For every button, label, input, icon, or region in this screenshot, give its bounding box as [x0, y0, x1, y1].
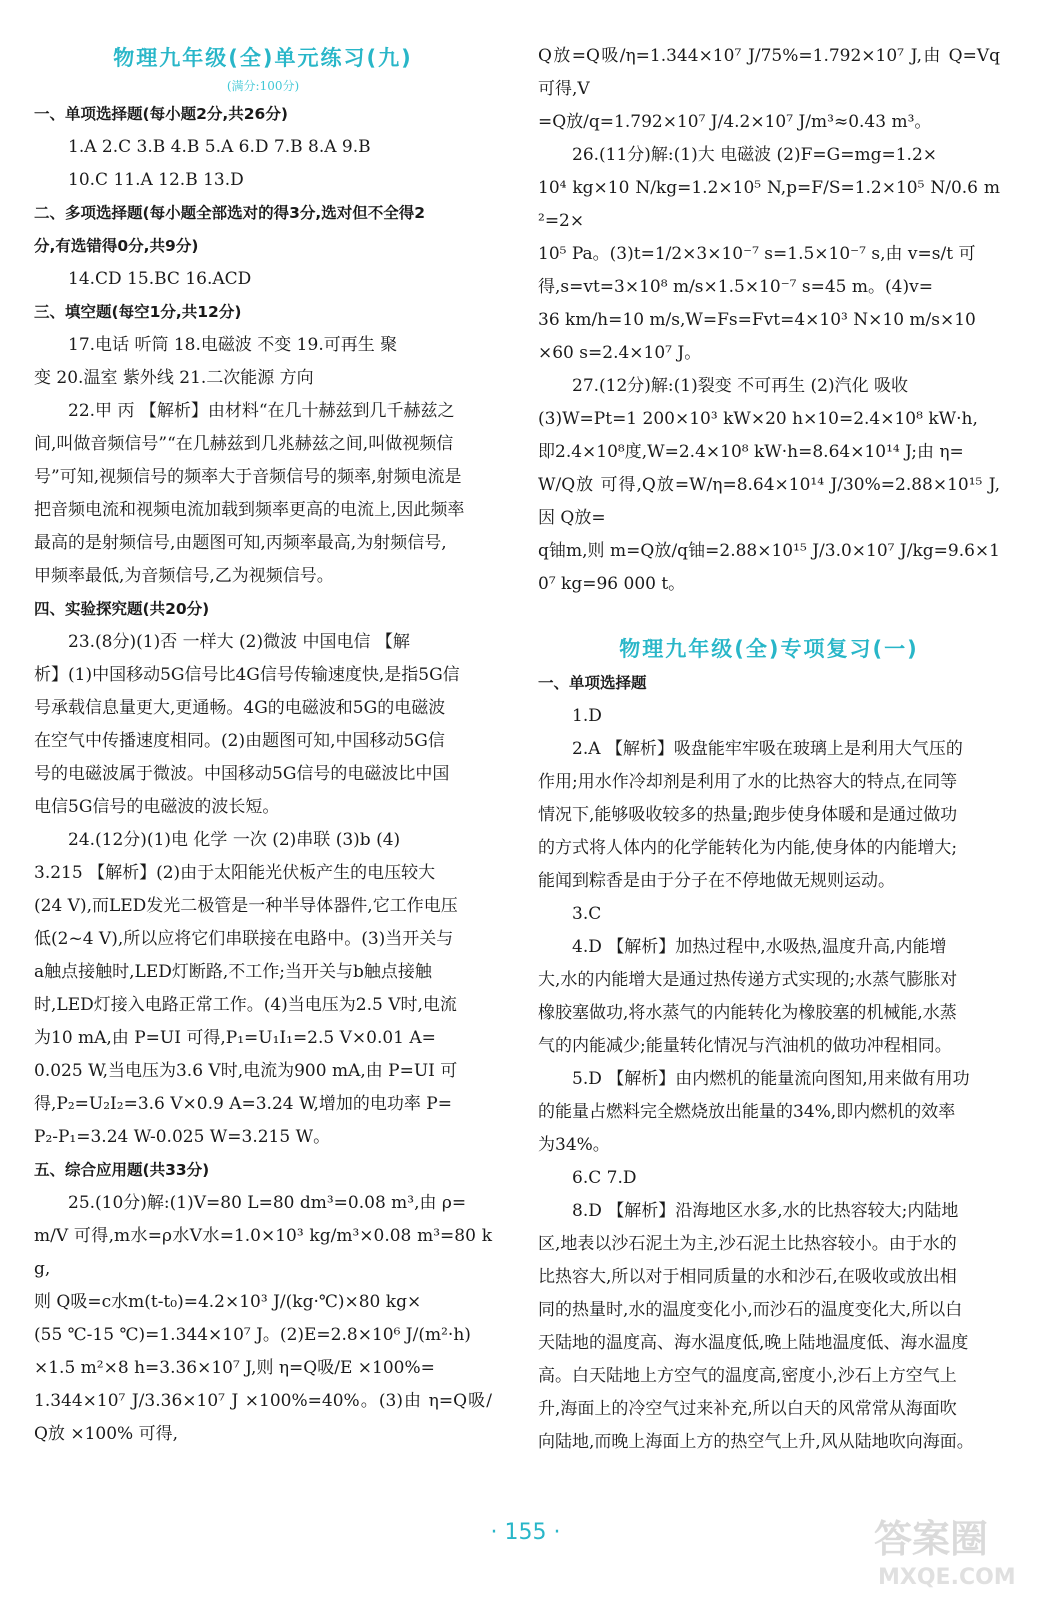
text-line: 1.D — [572, 706, 602, 726]
unit-title: 物理九年级(全)单元练习(九) — [113, 46, 413, 70]
text-line: 23.(8分)(1)否 一样大 (2)微波 中国电信 【解 — [68, 632, 410, 652]
text-line: 5.D 【解析】由内燃机的能量流向图知,用来做有用功 — [572, 1069, 970, 1089]
text-line: 27.(12分)解:(1)裂变 不可再生 (2)汽化 吸收 — [572, 376, 909, 396]
text-line: =Q放/q=1.792×10⁷ J/4.2×10⁷ J/m³≈0.43 m³。 — [538, 112, 932, 132]
text-line: ×1.5 m²×8 h=3.36×10⁷ J,则 η=Q吸/E ×100%= — [34, 1358, 435, 1378]
text-line: P₂-P₁=3.24 W-0.025 W=3.215 W。 — [34, 1127, 331, 1147]
text-line: 向陆地,而晚上海面上方的热空气上升,风从陆地吹向海面。 — [538, 1432, 974, 1452]
text-line: (3)W=Pt=1 200×10³ kW×20 h×10=2.4×10⁸ kW·h, — [538, 409, 978, 429]
text-line: 比热容大,所以对于相同质量的水和沙石,在吸收或放出相 — [538, 1267, 957, 1287]
text-line: 情况下,能够吸收较多的热量;跑步使身体暖和是通过做功 — [538, 805, 958, 825]
text-line: 为34%。 — [538, 1135, 610, 1155]
text-line: 甲频率最低,为音频信号,乙为视频信号。 — [34, 566, 334, 586]
text-line: 在空气中传播速度相同。(2)由题图可知,中国移动5G信 — [34, 731, 445, 751]
left-lines — [34, 98, 492, 1451]
text-line: 22.甲 丙 【解析】由材料“在几十赫兹到几千赫兹之 — [68, 401, 455, 421]
text-line: 即2.4×10⁸度,W=2.4×10⁸ kW·h=8.64×10¹⁴ J;由 η= — [538, 442, 964, 462]
text-line: 橡胶塞做功,将水蒸气的内能转化为橡胶塞的机械能,水蒸 — [538, 1003, 957, 1023]
text-line: 为10 mA,由 P=UI 可得,P₁=U₁I₁=2.5 V×0.01 A= — [34, 1028, 436, 1048]
text-line: 得,P₂=U₂I₂=3.6 V×0.9 A=3.24 W,增加的电功率 P= — [34, 1094, 452, 1114]
text-line: 作用;用水作冷却剂是利用了水的比热容大的特点,在同等 — [538, 772, 958, 792]
page-number: · 155 · — [490, 1520, 561, 1545]
text-line: 升,海面上的冷空气过来补充,所以白天的风常常从海面吹 — [538, 1399, 957, 1419]
text-line: 10⁴ kg×10 N/kg=1.2×10⁵ N,p=F/S=1.2×10⁵ N/0.6 m²=2× — [538, 178, 1000, 231]
watermark-text: 答案圈 — [874, 1517, 989, 1561]
text-line: 号承载信息量更大,更通畅。4G的电磁波和5G的电磁波 — [34, 698, 446, 718]
text-line: 最高的是射频信号,由题图可知,丙频率最高,为射频信号, — [34, 533, 447, 553]
text-line: 26.(11分)解:(1)大 电磁波 (2)F=G=mg=1.2× — [572, 145, 938, 165]
text-line: 能闻到粽香是由于分子在不停地做无规则运动。 — [538, 871, 895, 891]
text-line: 得,s=vt=3×10⁸ m/s×1.5×10⁻⁷ s=45 m。(4)v= — [538, 277, 933, 297]
text-line: 10.C 11.A 12.B 13.D — [68, 170, 244, 190]
text-line: 36 km/h=10 m/s,W=Fs=Fvt=4×10³ N×10 m/s×10 — [538, 310, 976, 330]
text-line: ×60 s=2.4×10⁷ J。 — [538, 343, 702, 363]
text-line: 析】(1)中国移动5G信号比4G信号传输速度快,是指5G信 — [34, 665, 460, 685]
text-line: 电信5G信号的电磁波的波长短。 — [34, 797, 280, 817]
text-line: 2.A 【解析】吸盘能牢牢吸在玻璃上是利用大气压的 — [572, 739, 963, 759]
section-heading: 一、单项选择题(每小题2分,共26分) — [34, 105, 288, 123]
text-line: 高。白天陆地上方空气的温度高,密度小,沙石上方空气上 — [538, 1366, 957, 1386]
text-line: 14.CD 15.BC 16.ACD — [68, 269, 252, 289]
text-line: 4.D 【解析】加热过程中,水吸热,温度升高,内能增 — [572, 937, 947, 957]
section-heading: 二、多项选择题(每小题全部选对的得3分,选对但不全得2 — [34, 204, 426, 222]
text-line: 号”可知,视频信号的频率大于音频信号的频率,射频电流是 — [34, 467, 462, 487]
section-heading: 四、实验探究题(共20分) — [34, 600, 210, 618]
text-line: 6.C 7.D — [572, 1168, 637, 1188]
text-line: 间,叫做音频信号”“在几赫兹到几兆赫兹之间,叫做视频信 — [34, 434, 454, 454]
section-heading: 分,有选错得0分,共9分) — [34, 237, 199, 255]
left-column — [34, 40, 492, 1451]
section-heading: 五、综合应用题(共33分) — [34, 1161, 210, 1179]
text-line: (24 V),而LED发光二极管是一种半导体器件,它工作电压 — [34, 896, 458, 916]
text-line: 8.D 【解析】沿海地区水多,水的比热容较大;内陆地 — [572, 1201, 959, 1221]
text-line: 气的内能减少;能量转化情况与汽油机的做功冲程相同。 — [538, 1036, 952, 1056]
text-line: m/V 可得,m水=ρ水V水=1.0×10³ kg/m³×0.08 m³=80 kg, — [34, 1226, 492, 1279]
text-line: 天陆地的温度高、海水温度低,晚上陆地温度低、海水温度 — [538, 1333, 969, 1353]
text-line: 25.(10分)解:(1)V=80 L=80 dm³=0.08 m³,由 ρ= — [68, 1193, 467, 1213]
text-line: 同的热量时,水的温度变化小,而沙石的温度变化大,所以白 — [538, 1300, 963, 1320]
text-line: 17.电话 听筒 18.电磁波 不变 19.可再生 聚 — [68, 335, 398, 355]
text-line: 3.C — [572, 904, 602, 924]
text-line: 低(2~4 V),所以应将它们串联接在电路中。(3)当开关与 — [34, 929, 454, 949]
section-heading: 一、单项选择题 — [538, 674, 647, 692]
review-title: 物理九年级(全)专项复习(一) — [619, 637, 919, 661]
text-line: 的能量占燃料完全燃烧放出能量的34%,即内燃机的效率 — [538, 1102, 956, 1122]
text-line: 号的电磁波属于微波。中国移动5G信号的电磁波比中国 — [34, 764, 450, 784]
text-line: 24.(12分)(1)电 化学 一次 (2)串联 (3)b (4) — [68, 830, 401, 850]
right-column — [538, 40, 1000, 1459]
text-line: W/Q放 可得,Q放=W/η=8.64×10¹⁴ J/30%=2.88×10¹⁵ J,因 Q放= — [538, 475, 1000, 528]
right-lines-bottom — [538, 667, 1000, 1459]
text-line: 时,LED灯接入电路正常工作。(4)当电压为2.5 V时,电流 — [34, 995, 457, 1015]
watermark-url: MXQE.COM — [878, 1565, 1016, 1590]
watermark-logo — [868, 1508, 1038, 1594]
text-line: (55 ℃-15 ℃)=1.344×10⁷ J。(2)E=2.8×10⁶ J/(m²·h) — [34, 1325, 471, 1345]
section-heading: 三、填空题(每空1分,共12分) — [34, 303, 242, 321]
text-line: 1.344×10⁷ J/3.36×10⁷ J ×100%=40%。(3)由 η=Q吸/Q放 ×100% 可得, — [34, 1391, 492, 1444]
text-line: 把音频电流和视频电流加载到频率更高的电流上,因此频率 — [34, 500, 465, 520]
text-line: 1.A 2.C 3.B 4.B 5.A 6.D 7.B 8.A 9.B — [68, 137, 371, 157]
text-line: 则 Q吸=c水m(t-t₀)=4.2×10³ J/(kg·℃)×80 kg× — [34, 1292, 422, 1312]
text-line: q铀m,则 m=Q放/q铀=2.88×10¹⁵ J/3.0×10⁷ J/kg=9.6×10⁷ kg=96 000 t。 — [538, 541, 1000, 594]
text-line: 0.025 W,当电压为3.6 V时,电流为900 mA,由 P=UI 可 — [34, 1061, 458, 1081]
unit-subtitle: (满分:100分) — [226, 79, 300, 93]
text-line: 大,水的内能增大是通过热传递方式实现的;水蒸气膨胀对 — [538, 970, 958, 990]
text-line: 区,地表以沙石泥土为主,沙石泥土比热容较小。由于水的 — [538, 1234, 957, 1254]
text-line: 10⁵ Pa。(3)t=1/2×3×10⁻⁷ s=1.5×10⁻⁷ s,由 v=s/t 可 — [538, 244, 976, 264]
text-line: Q放=Q吸/η=1.344×10⁷ J/75%=1.792×10⁷ J,由 Q=Vq 可得,V — [538, 46, 1000, 99]
right-lines-top — [538, 40, 1000, 601]
text-line: 3.215 【解析】(2)由于太阳能光伏板产生的电压较大 — [34, 863, 436, 883]
text-line: 变 20.温室 紫外线 21.二次能源 方向 — [34, 368, 314, 388]
text-line: 的方式将人体内的化学能转化为内能,使身体的内能增大; — [538, 838, 958, 858]
text-line: a触点接触时,LED灯断路,不工作;当开关与b触点接触 — [34, 962, 432, 982]
